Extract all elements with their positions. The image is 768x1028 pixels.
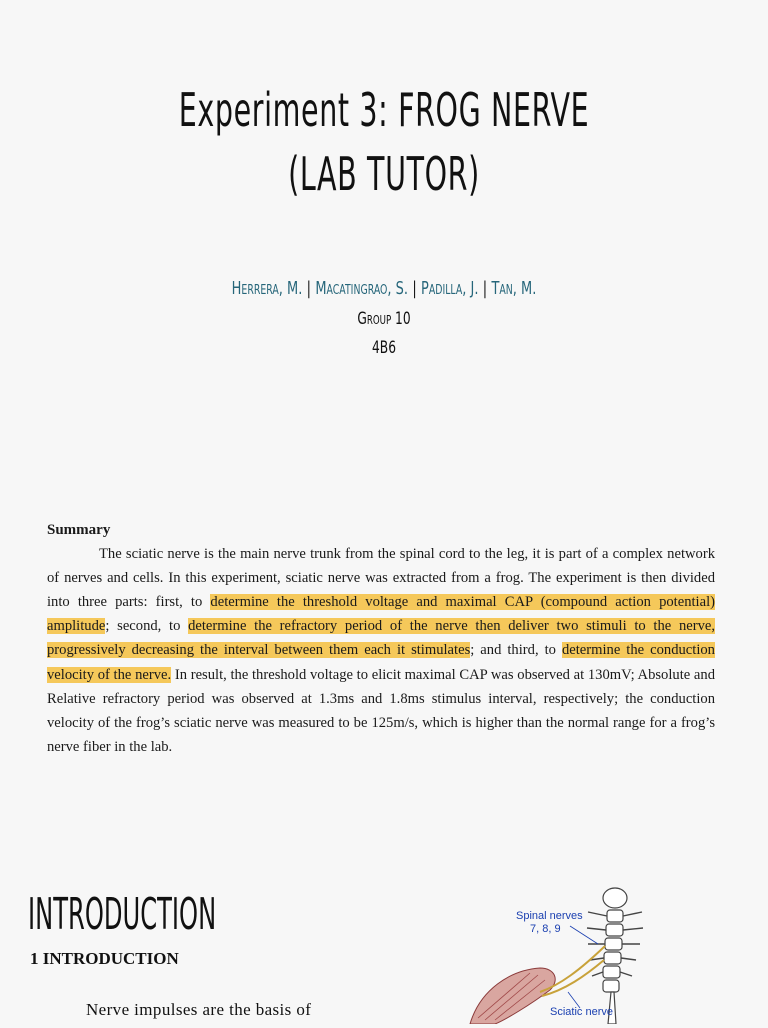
author-name: Herrera, M. <box>231 278 303 299</box>
highlighted-text: determine the refractory period of the nerve then deliver two stimuli to the nerve, progressively decreasing the interval between them each it stimulates <box>47 618 715 659</box>
author-name: Padilla, J. <box>421 278 479 299</box>
summary-heading: Summary <box>47 522 111 538</box>
introduction-heading: INTRODUCTION <box>28 889 217 940</box>
summary-text-part: In result, the threshold voltage to elicit maximal CAP was observed at 130mV; Absolute and Relative refractory period was observed at 1.3ms and 1.8ms stimulus interval, respectively; the conduction velocity of the frog’s sciatic nerve was measured to be 125m/s, which is higher than the normal range for a frog’s nerve fiber in the lab. <box>47 666 715 755</box>
introduction-subheading: 1 INTRODUCTION <box>30 949 179 968</box>
title-line-2: (LAB TUTOR) <box>288 147 480 201</box>
frog-nerve-figure <box>460 880 650 1024</box>
title-line-1: Experiment 3: FROG NERVE <box>178 83 590 137</box>
summary-paragraph <box>47 542 715 759</box>
author-separator: | <box>306 278 312 299</box>
introduction-body: Nerve impulses are the basis of <box>86 1000 312 1019</box>
author-separator: | <box>482 278 488 299</box>
author-list <box>108 278 661 299</box>
highlighted-text: determine the threshold voltage and maximal CAP (compound action potential) amplitude <box>47 594 715 635</box>
sciatic-nerve-label: Sciatic nerve <box>550 1006 613 1018</box>
spinal-nerves-label: Spinal nerves <box>516 910 583 922</box>
highlighted-text: determine the conduction velocity of the nerve. <box>47 642 715 683</box>
summary-section <box>47 518 715 759</box>
author-name: Macatingrao, S. <box>315 278 409 299</box>
summary-text-part: ; second, to <box>105 618 189 635</box>
section-code: 4B6 <box>372 338 396 358</box>
group-number: Group 10 <box>357 309 411 329</box>
summary-text-part: ; and third, to <box>470 642 562 659</box>
document-title <box>146 78 622 206</box>
summary-text-part: The sciatic nerve is the main nerve trunk from the spinal cord to the leg, it is part of a complex network of nerves and cells. In this experiment, sciatic nerve was extracted from a frog. The experiment is then divided into three parts: first, to <box>47 546 715 611</box>
frog-spine-illustration <box>460 880 650 1024</box>
author-separator: | <box>412 278 417 299</box>
spinal-nerves-numbers: 7, 8, 9 <box>530 923 561 935</box>
author-name: Tan, M. <box>491 278 537 299</box>
